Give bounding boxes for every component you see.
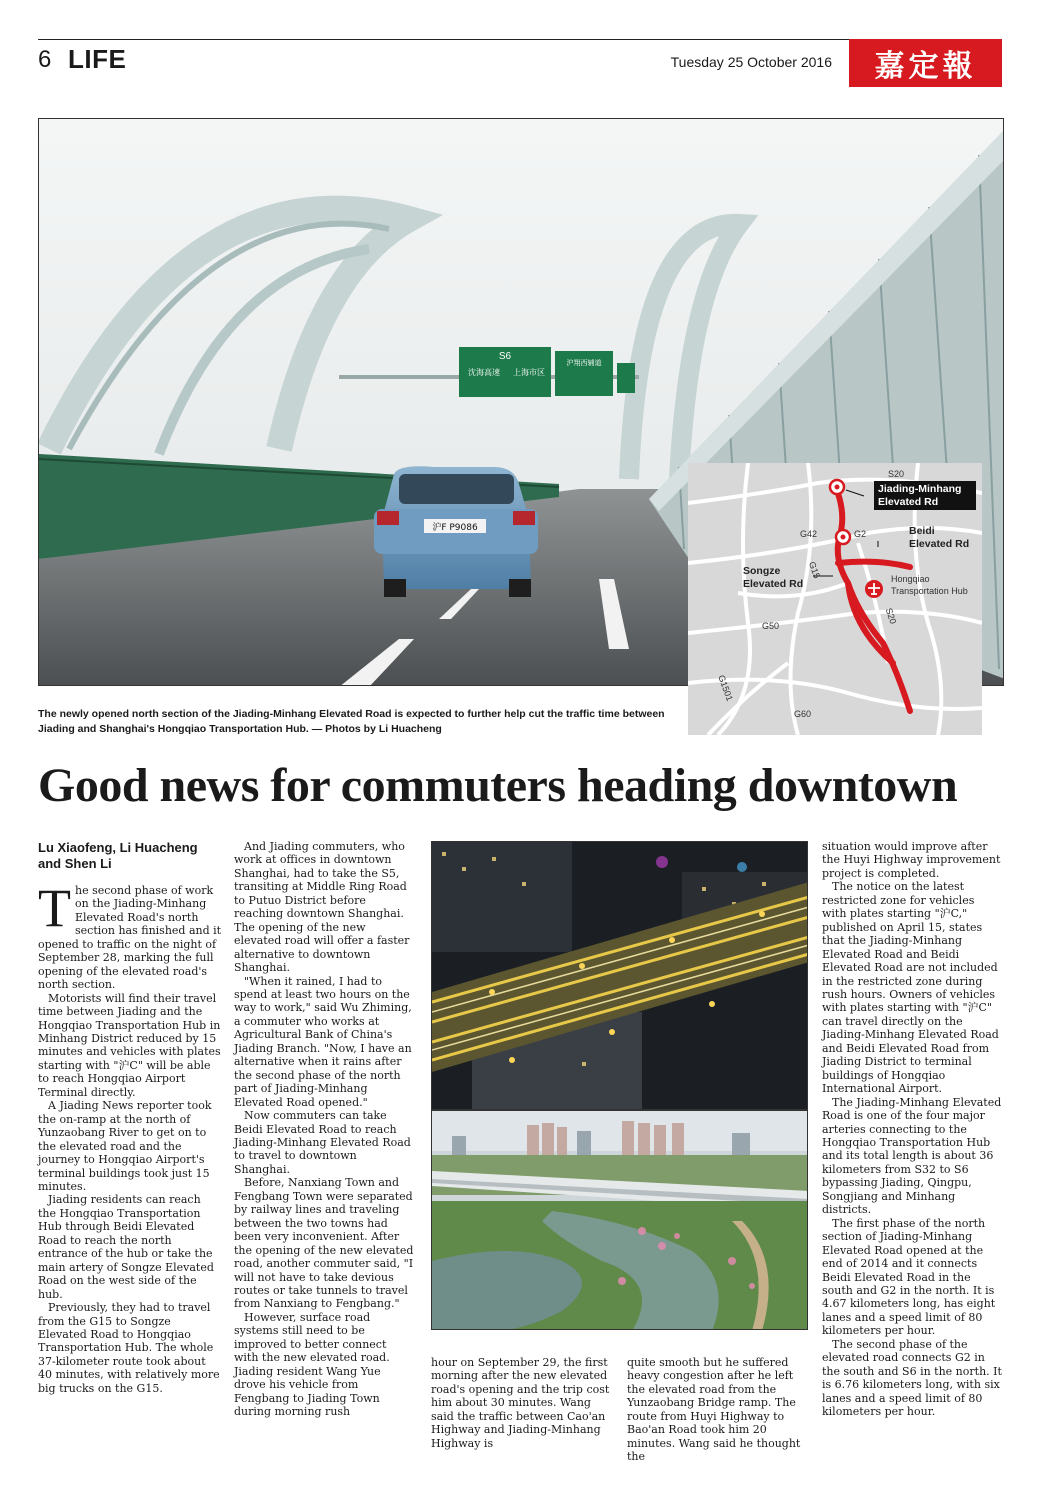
car-illustration bbox=[374, 466, 538, 597]
sign-route: S6 bbox=[498, 351, 512, 362]
map-label-g60: G60 bbox=[794, 709, 812, 719]
article-paragraph: hour on September 29, the first morning after the new elevated road's opening and the trip cost him about 30 minutes. Wang said the traffic between Cao'an Highway and Jiading-Minhang Highway is bbox=[431, 1356, 610, 1450]
article-paragraph: However, surface road systems still need to be improved to better connect with the new elevated road. Jiading resident Wang Yue drove his vehicle from Fengbang to Jiading Town during morning rush bbox=[234, 1310, 390, 1419]
article-paragraph: Previously, they had to travel from the G15 to Songze Elevated Road to Hongqiao Transportation Hub. The whole 37-kilometer route took about 40 minutes, with relatively more big trucks on the G15. bbox=[38, 1301, 220, 1395]
map-label-s20-top: S20 bbox=[888, 469, 905, 479]
route-map bbox=[688, 463, 982, 735]
map-label-s20-bottom: S20 bbox=[883, 606, 899, 626]
map-label-g15: G15 bbox=[806, 560, 823, 580]
article-paragraph: The second phase of the elevated road connects G2 in the south and S6 in the north. It is 6.76 kilometers long, with six lanes and a speed limit of 80 kilometers per hour. bbox=[822, 1337, 1002, 1419]
article-paragraph: Before, Nanxiang Town and Fengbang Town were separated by railway lines and traveling between the two towns had been very inconvenient. After the opening of the new elevated road, another commuter said, "I will not have to take devious routes or take tunnels to travel from Nanxiang to Fengbang." bbox=[234, 1176, 414, 1311]
article-column-5 bbox=[822, 840, 1002, 1418]
masthead-logo: 嘉定報 bbox=[849, 39, 1002, 87]
aerial-river-illustration bbox=[432, 1111, 808, 1330]
article-paragraph: The second phase of work on the Jiading-Minhang Elevated Road's north section has finished and it opened to traffic on the night of September 28, marking the full opening of the elevated road's north section. bbox=[38, 878, 222, 992]
map-label-g1501: G1501 bbox=[716, 673, 735, 703]
article-paragraph: Motorists will find their travel time between Jiading and the Hongqiao Transportation Hub in Minhang District reduced by 15 minutes and vehicles with plates starting with "沪C" will be able to reach Hongqiao Airport Terminal directly. bbox=[38, 991, 221, 1099]
map-label-beidi: Beidi Elevated Rd bbox=[909, 525, 970, 550]
license-plate: 沪F P9086 bbox=[432, 523, 478, 533]
byline: Lu Xiaofeng, Li Huacheng and Shen Li bbox=[38, 840, 198, 871]
article-paragraph: Jiading residents can reach the Hongqiao Transportation Hub through Beidi Elevated Road to reach the north entrance of the hub or take the main artery of Songze Elevated Road on the west side of the hub. bbox=[38, 1193, 214, 1301]
photo-caption: The newly opened north section of the Jiading-Minhang Elevated Road is expected to further help cut the traffic time between Jiading and Shanghai's Hongqiao Transportation Hub. — Photos by Li Huacheng bbox=[38, 708, 665, 735]
sign-left-cn: 沈海高速 bbox=[468, 368, 500, 377]
article-column-3 bbox=[431, 1356, 615, 1450]
map-label-jiading-minhang: Jiading-Minhang Elevated Rd bbox=[874, 481, 976, 510]
article-paragraph: situation would improve after the Huyi Highway improvement project is completed. bbox=[822, 840, 1001, 880]
aerial-river-photo bbox=[431, 1110, 808, 1330]
night-road-illustration bbox=[432, 842, 808, 1110]
night-road-photo bbox=[431, 841, 808, 1110]
article-paragraph: quite smooth but he suffered heavy congestion after he left the elevated road from the Yunzaobang Bridge ramp. The route from Huyi Highway to Bao'an Road took him 20 minutes. Wang said he thought the bbox=[627, 1356, 801, 1464]
map-label-hub: Hongqiao Transportation Hub bbox=[891, 574, 968, 596]
map-label-g2: G2 bbox=[854, 529, 867, 539]
section-title: LIFE bbox=[68, 44, 127, 74]
article-paragraph: The first phase of the north section of Jiading-Minhang Elevated Road opened at the end of 2014 and it connects Beidi Elevated Road in the south and G2 in the north. It is 4.67 kilometers long, has eight lanes and a speed limit of 80 kilometers per hour. bbox=[822, 1216, 996, 1338]
article-paragraph: And Jiading commuters, who work at offices in downtown Shanghai, had to take the S5, transiting at Middle Ring Road to Putuo District before reaching downtown Shanghai. The opening of the new elevated road will offer a faster alternative to downtown Shanghai. bbox=[234, 840, 410, 975]
article-paragraph: The notice on the latest restricted zone for vehicles with plates starting "沪C," published on April 15, states that the Jiading-Minhang Elevated Road and Beidi Elevated Road are not included in the restricted zone during rush hours. Owners of vehicles with plates starting with "沪C" can travel directly on the Jiading-Minhang Elevated Road and Beidi Elevated Road from Jiading District to terminal buildings of Hongqiao International Airport. bbox=[822, 880, 999, 1096]
article-column-1 bbox=[38, 878, 222, 1395]
article-column-4 bbox=[627, 1356, 808, 1464]
issue-date: Tuesday 25 October 2016 bbox=[670, 54, 832, 70]
sign-second-cn: 沪翔西辅道 bbox=[566, 359, 602, 367]
map-label-g50: G50 bbox=[762, 621, 780, 631]
article-paragraph: A Jiading News reporter took the on-ramp at the north of Yunzaobang River to get on to the elevated road and the journey to Hongqiao Airport's terminal buildings took just 15 minutes. bbox=[38, 1099, 212, 1193]
article-paragraph: "When it rained, I had to spend at least two hours on the way to work," said Wu Zhiming, a commuter who works at Agricultural Bank of China's Jiading Branch. "Now, I have an alternative when it rains after the second phase of the north part of Jiading-Minhang Elevated Road opened." bbox=[234, 974, 412, 1109]
map-label-songze: Songze Elevated Rd bbox=[743, 565, 804, 590]
page-number: 6 bbox=[38, 46, 52, 73]
dropcap: T bbox=[38, 878, 71, 938]
article-paragraph: The Jiading-Minhang Elevated Road is one of the four major arteries connecting to the Hongqiao Transportation Hub and its total length is about 36 kilometers from S32 to S6 bypassing Jiading, Qingpu, Songjiang and Minhang districts. bbox=[822, 1095, 1002, 1217]
sign-right-cn: 上海市区 bbox=[513, 368, 545, 377]
headline: Good news for commuters heading downtown bbox=[38, 759, 958, 812]
article-column-2 bbox=[234, 840, 414, 1418]
article-paragraph: Now commuters can take Beidi Elevated Road to reach Jiading-Minhang Elevated Road to travel to downtown Shanghai. bbox=[234, 1109, 411, 1176]
map-label-g42: G42 bbox=[800, 529, 818, 539]
